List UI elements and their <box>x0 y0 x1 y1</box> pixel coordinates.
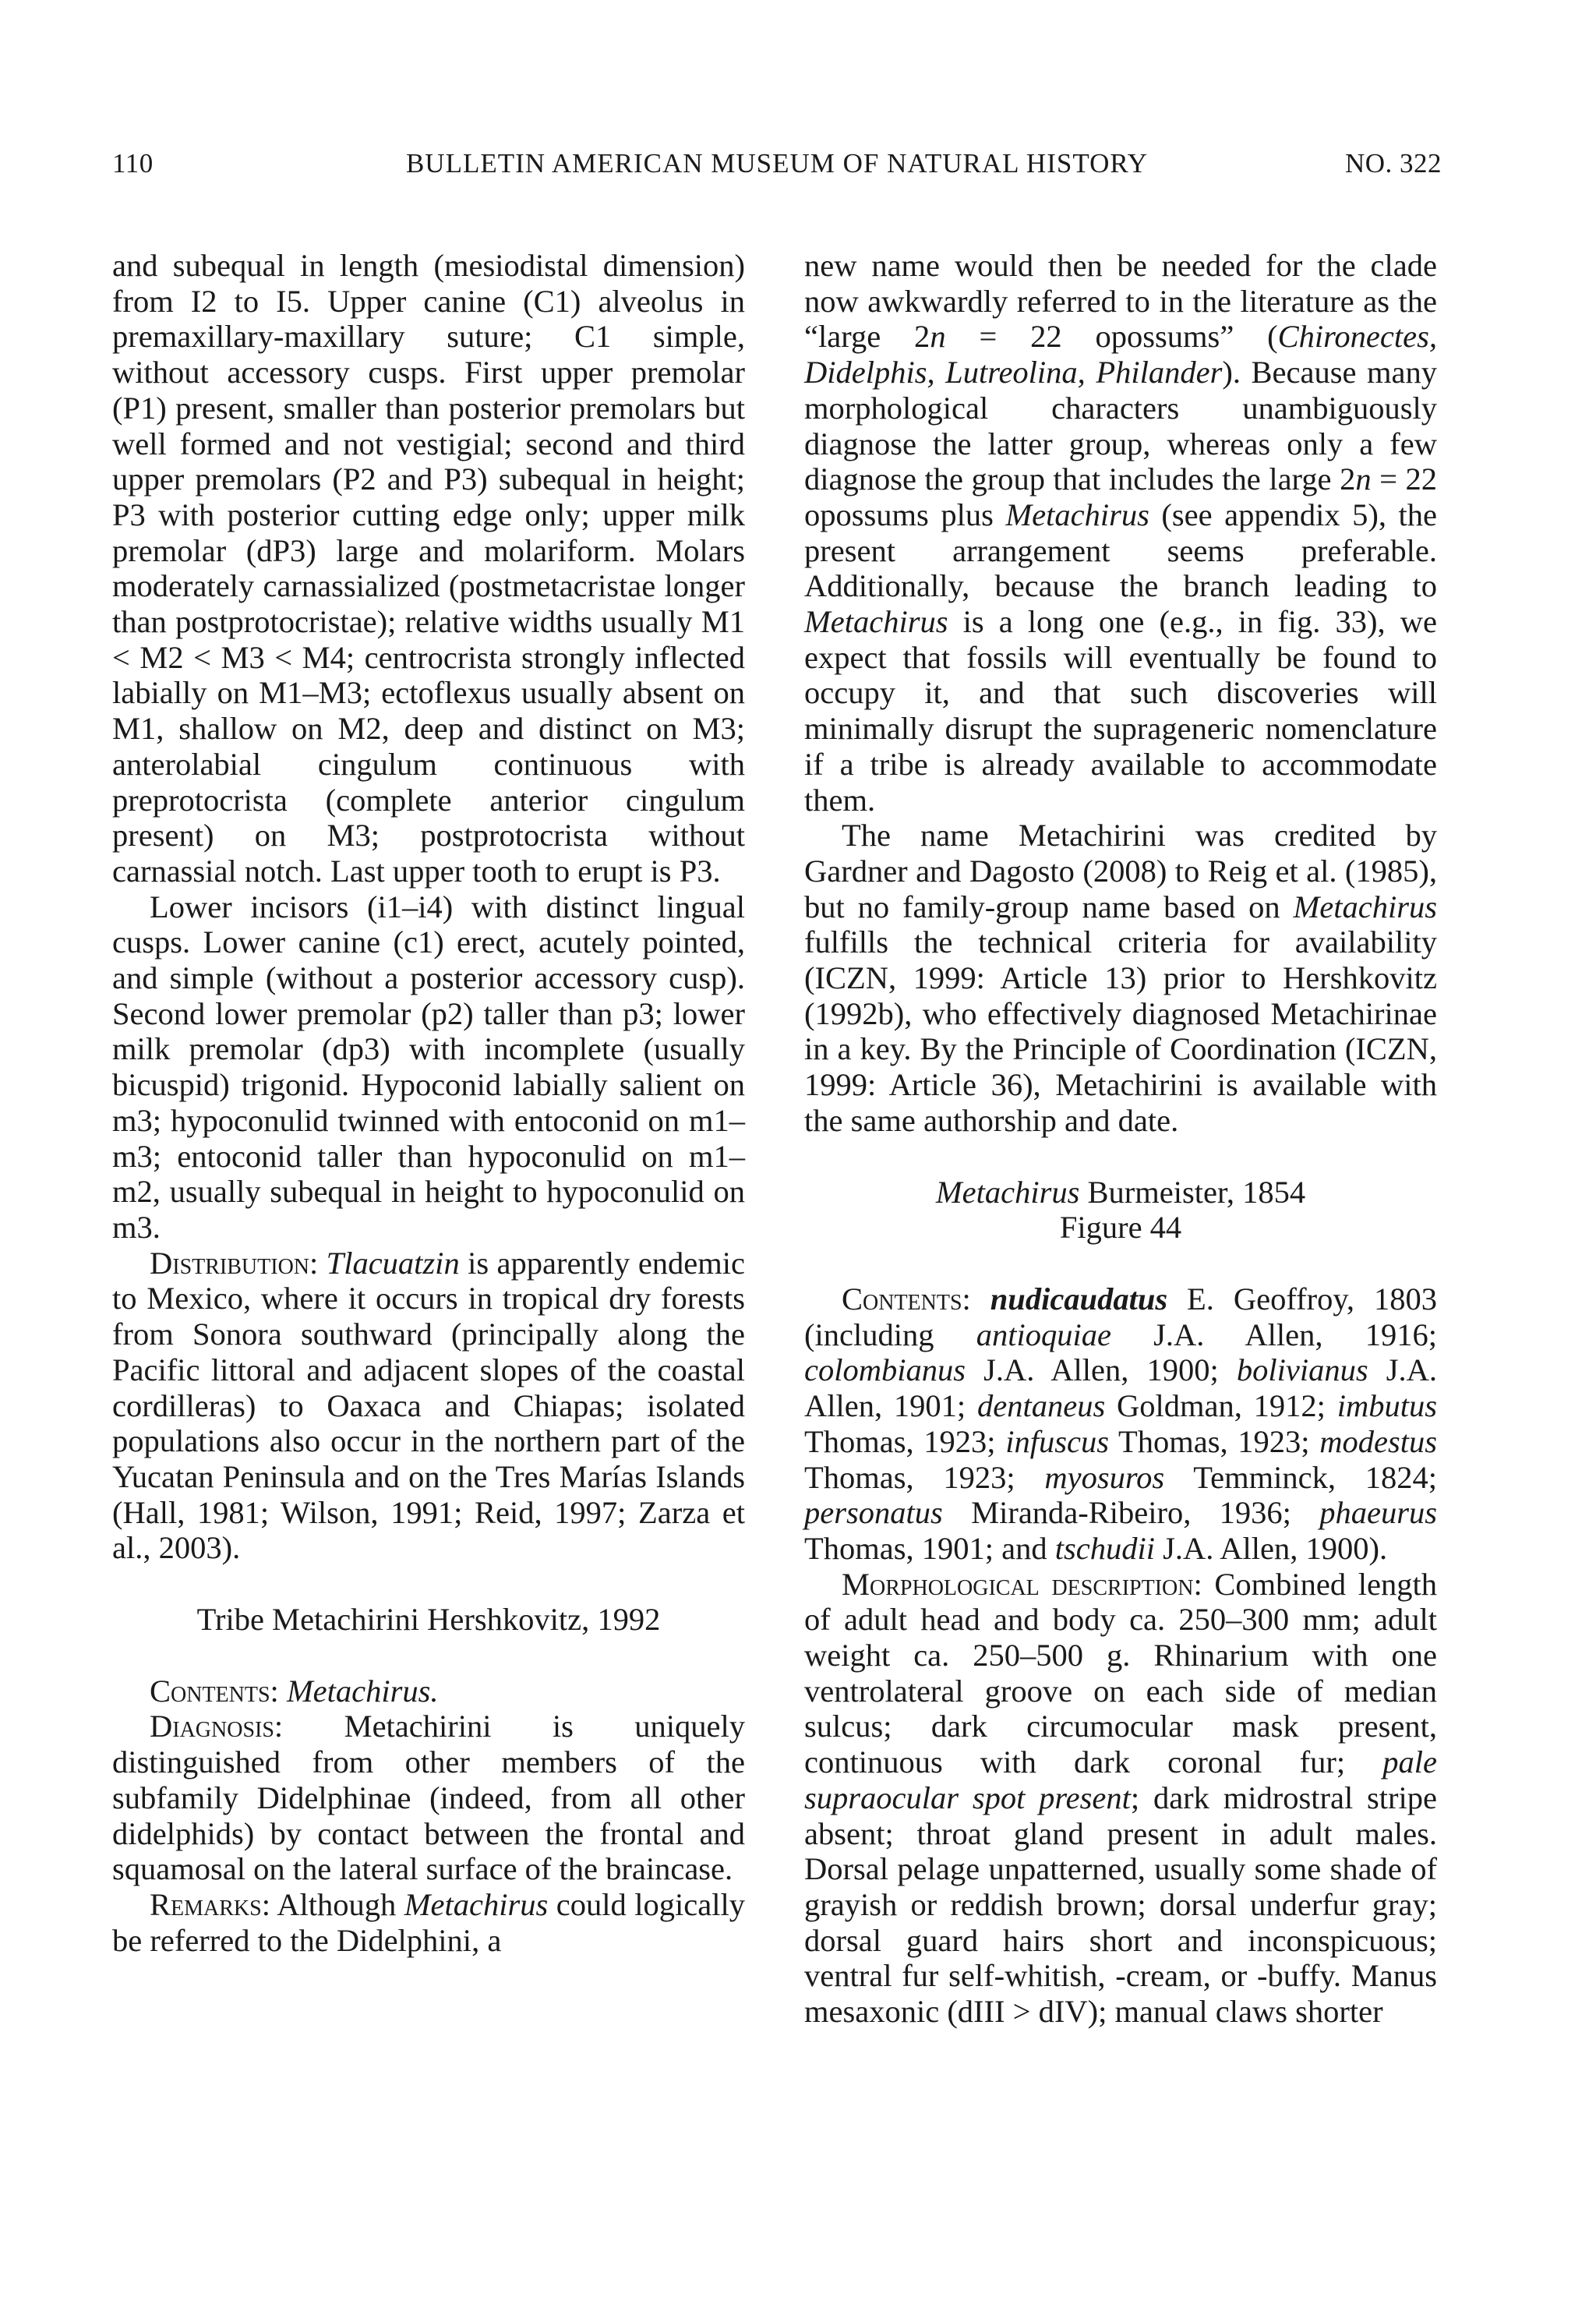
paragraph-remarks <box>112 1887 745 1958</box>
paragraph-dentition-upper: and subequal in length (mesiodistal dimension) from I2 to I5. Upper canine (C1) alveolus in premaxillary-maxillary suture; C1 simple, without accessory cusps. First upper premolar (P1) present, smaller than posterior premolars but well formed and not vestigial; second and third upper premolars (P2 and P3) subequal in height; P3 with posterior cutting edge only; upper milk premolar (dP3) large and molariform. Molars moderately carnassialized (postmetacristae longer than postprotocristae); relative widths usually M1 < M2 < M3 < M4; centrocrista strongly inflected labially on M1–M3; ectoflexus usually absent on M1, shallow on M2, deep and distinct on M3; anterolabial cingulum continuous with preprotocrista (complete anterior cingulum present) on M3; postprotocrista without carnassial notch. Last upper tooth to erupt is P3. <box>112 248 745 889</box>
genus-heading <box>804 1175 1437 1210</box>
text-segment: Thomas, 1923; <box>1109 1423 1320 1459</box>
synonym: dentaneus <box>976 1388 1106 1424</box>
text-segment: fulfills the technical criteria for availability (ICZN, 1999: Article 13) prior to Hershkovitz (1992b), who effectively diagnosed Metachirinae in a key. By the Principle of Coordination (ICZN, 1999: Article 36), Metachirini is available with the same authorship and date. <box>804 924 1437 1138</box>
text-segment: ; dark midrostral stripe absent; throat gland present in adult males. Dorsal pelage unpatterned, usually some shade of grayish or reddish brown; dorsal underfur gray; dorsal guard hairs short and inconspicuous; ventral fur self-whitish, -cream, or -buffy. Manus mesaxonic (dIII > dIV); manual claws shorter <box>804 1779 1437 2030</box>
page-number: 110 <box>112 148 154 178</box>
contents-label: Contents: <box>842 1281 971 1317</box>
synonym: imbutus <box>1336 1388 1438 1424</box>
genus-heading-name: Metachirus <box>935 1174 1080 1210</box>
paragraph-remarks-continued <box>804 248 1437 818</box>
paragraph-diagnosis <box>112 1709 745 1887</box>
synonym: colombianus <box>804 1352 966 1388</box>
morphology-label: Morphological description: <box>842 1566 1202 1602</box>
text-segment: E. Geoffroy, 1803 (including <box>804 1281 1438 1352</box>
text-segment: J.A. Allen, 1901; <box>804 1352 1437 1424</box>
synonym: antioquiae <box>976 1317 1111 1352</box>
diagnosis-label: Diagnosis: <box>150 1709 284 1744</box>
tribe-heading: Tribe Metachirini Hershkovitz, 1992 <box>196 1602 661 1638</box>
italic-genera: Chironectes, Didelphis, Lutreolina, Philander <box>804 319 1437 391</box>
italic-genus: Metachirus <box>1293 889 1437 924</box>
text-segment: new name would then be needed for the clade now awkwardly referred to in the literature as the “large 2 <box>804 248 1437 355</box>
contents-label: Contents: <box>150 1673 279 1709</box>
paragraph-dentition-lower: Lower incisors (i1–i4) with distinct lingual cusps. Lower canine (c1) erect, acutely pointed, and simple (without a posterior accessory cusp). Second lower premolar (p2) taller than p3; lower milk premolar (dp3) with incomplete (usually bicuspid) trigonid. Hypoconid labially salient on m3; hypoconulid twinned with entoconid on m1–m3; entoconid taller than hypoconulid on m1–m2, usually subequal in height to hypoconulid on m3. <box>112 889 745 1245</box>
paragraph-nomenclature <box>804 818 1437 1138</box>
distribution-text: is apparently endemic to Mexico, where it occurs in tropical dry forests from Sonora southward (principally along the Pacific littoral and adjacent slopes of the coastal cordilleras) to Oaxaca and Chiapas; isolated populations also occur in the northern part of the Yucatan Peninsula and on the Tres Marías Islands (Hall, 1981; Wilson, 1991; Reid, 1997; Zarza et al., 2003). <box>112 1245 746 1566</box>
synonym: personatus <box>804 1495 943 1531</box>
paragraph-distribution <box>112 1246 745 1566</box>
text-segment: ). Because many morphological characters unambiguously diagnose the latter group, whereas only a few diagnose the group that includes the large 2 <box>804 355 1437 497</box>
text-segment: (see appendix 5), the present arrangement seems preferable. Additionally, because the branch leading to <box>804 497 1437 604</box>
distribution-label: Distribution: <box>150 1245 319 1281</box>
remarks-genus: Metachirus <box>404 1886 549 1922</box>
text-segment: is a long one (e.g., in fig. 33), we expect that fossils will eventually be found to occupy it, and that such discoveries will minimally disrupt the suprageneric nomenclature if a tribe is already available to accommodate them. <box>804 604 1437 818</box>
text-segment: The name Metachirini was credited by Gardner and Dagosto (2008) to Reig et al. (1985), but no family-group name based on <box>804 818 1437 924</box>
italic-trait: pale supraocular spot present <box>804 1744 1437 1815</box>
genus-figure-ref: Figure 44 <box>1059 1210 1182 1246</box>
text-segment: Miranda-Ribeiro, 1936; <box>942 1495 1320 1531</box>
issue-number: NO. 322 <box>1344 148 1442 178</box>
text-segment: = 22 opossums plus <box>804 461 1437 532</box>
remarks-text-a: Although <box>270 1886 404 1922</box>
synonym: modestus <box>1319 1423 1438 1459</box>
remarks-label: Remarks: <box>150 1886 270 1922</box>
italic-genus: Metachirus <box>804 604 948 640</box>
text-segment: J.A. Allen, 1900; <box>966 1352 1237 1388</box>
italic-n: n <box>930 319 946 355</box>
synonym: infuscus <box>1005 1423 1110 1459</box>
distribution-genus: Tlacuatzin <box>326 1245 460 1281</box>
text-segment: Thomas, 1901; and <box>804 1530 1055 1566</box>
synonym: myosuros <box>1044 1459 1165 1495</box>
right-column <box>804 248 1437 2030</box>
paragraph-contents <box>112 1673 745 1709</box>
text-segment: J.A. Allen, 1900). <box>1154 1530 1388 1566</box>
remarks-text-b: could logically be referred to the Didelphini, a <box>112 1886 745 1958</box>
text-segment: Temminck, 1824; <box>1164 1459 1438 1495</box>
text-segment: Combined length of adult head and body ca. 250–300 mm; adult weight ca. 250–500 g. Rhinarium with one ventrolateral groove on each side of median sulcus; dark circumocular mask present, continuous with dark coronal fur; <box>804 1566 1437 1780</box>
text-segment: Goldman, 1912; <box>1105 1388 1337 1424</box>
paragraph-genus-contents <box>804 1281 1437 1567</box>
journal-title: BULLETIN AMERICAN MUSEUM OF NATURAL HISTORY <box>405 148 1149 178</box>
text-segment: Thomas, 1923; <box>804 1459 1045 1495</box>
italic-genus: Metachirus <box>1005 497 1149 532</box>
genus-heading-author: Burmeister, 1854 <box>1079 1174 1306 1210</box>
text-segment: = 22 opossums” ( <box>945 319 1278 355</box>
contents-genus: Metachirus. <box>286 1673 439 1709</box>
diagnosis-text: Metachirini is uniquely distinguished from other members of the subfamily Didelphinae (indeed, from all other didelphids) by contact between the frontal and squamosal on the lateral surface of the braincase. <box>112 1709 745 1887</box>
paragraph-morphology <box>804 1567 1437 2030</box>
synonym: phaeurus <box>1319 1495 1437 1531</box>
type-species: nudicaudatus <box>990 1281 1168 1317</box>
synonym: bolivianus <box>1236 1352 1368 1388</box>
text-segment: J.A. Allen, 1916; <box>1110 1317 1437 1352</box>
left-column <box>112 248 745 1958</box>
italic-n: n <box>1355 461 1372 497</box>
synonym: tschudii <box>1054 1530 1155 1566</box>
text-segment: Thomas, 1923; <box>804 1423 1006 1459</box>
running-header <box>112 145 1442 182</box>
